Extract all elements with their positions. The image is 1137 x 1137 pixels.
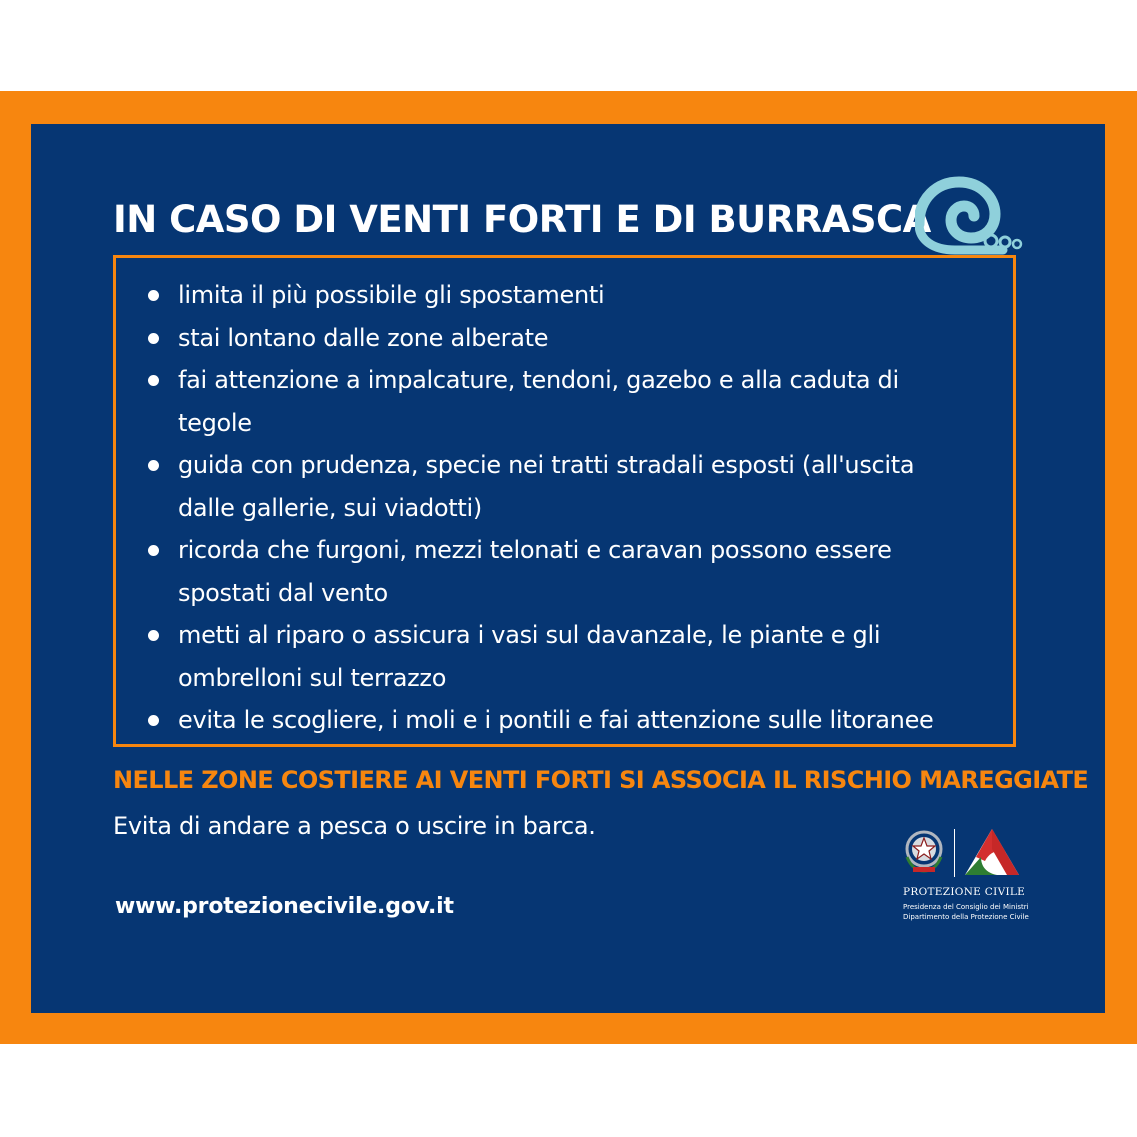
recommendations-box [113,255,1016,747]
page-title: IN CASO DI VENTI FORTI E DI BURRASCA [113,198,931,241]
italian-republic-emblem-icon [901,827,947,877]
bullet-dot [148,460,159,471]
bullet-dot [148,375,159,386]
fishing-advice: Evita di andare a pesca o uscire in barca. [113,812,596,840]
list-item-text: metti al riparo o assicura i vasi sul davanzale, le piante e gli ombrelloni sul terrazzo [178,621,881,692]
logo-title: PROTEZIONE CIVILE [903,886,1026,898]
bullet-dot [148,545,159,556]
bullet-dot [148,715,159,726]
list-item [148,274,968,317]
list-item [148,614,968,699]
list-item-text: fai attenzione a impalcature, tendoni, gazebo e alla caduta di tegole [178,366,899,437]
website-link[interactable]: www.protezionecivile.gov.it [115,894,454,919]
bullet-dot [148,333,159,344]
logo-subtitle-2: Dipartimento della Protezione Civile [903,913,1029,921]
list-item-text: ricorda che furgoni, mezzi telonati e caravan possono essere spostati dal vento [178,536,892,607]
wind-swirl-icon [915,176,1025,256]
list-item [148,359,968,444]
civil-protection-logo-icon [961,827,1023,879]
logo-divider [954,829,955,877]
logo-subtitle-1: Presidenza del Consiglio dei Ministri [903,903,1029,911]
list-item-text: evita le scogliere, i moli e i pontili e fai attenzione sulle litoranee [178,706,934,734]
storm-surge-warning: NELLE ZONE COSTIERE AI VENTI FORTI SI ASSOCIA IL RISCHIO MAREGGIATE [113,766,1089,794]
bullet-dot [148,630,159,641]
recommendations-list [148,274,968,742]
list-item [148,529,968,614]
protezione-civile-logo [901,827,1031,937]
info-panel [31,124,1105,1013]
list-item-text: limita il più possibile gli spostamenti [178,281,605,309]
list-item [148,699,968,742]
bullet-dot [148,290,159,301]
list-item-text: guida con prudenza, specie nei tratti stradali esposti (all'uscita dalle gallerie, sui viadotti) [178,451,915,522]
list-item-text: stai lontano dalle zone alberate [178,323,549,352]
list-item [148,444,968,529]
list-item [148,317,968,360]
